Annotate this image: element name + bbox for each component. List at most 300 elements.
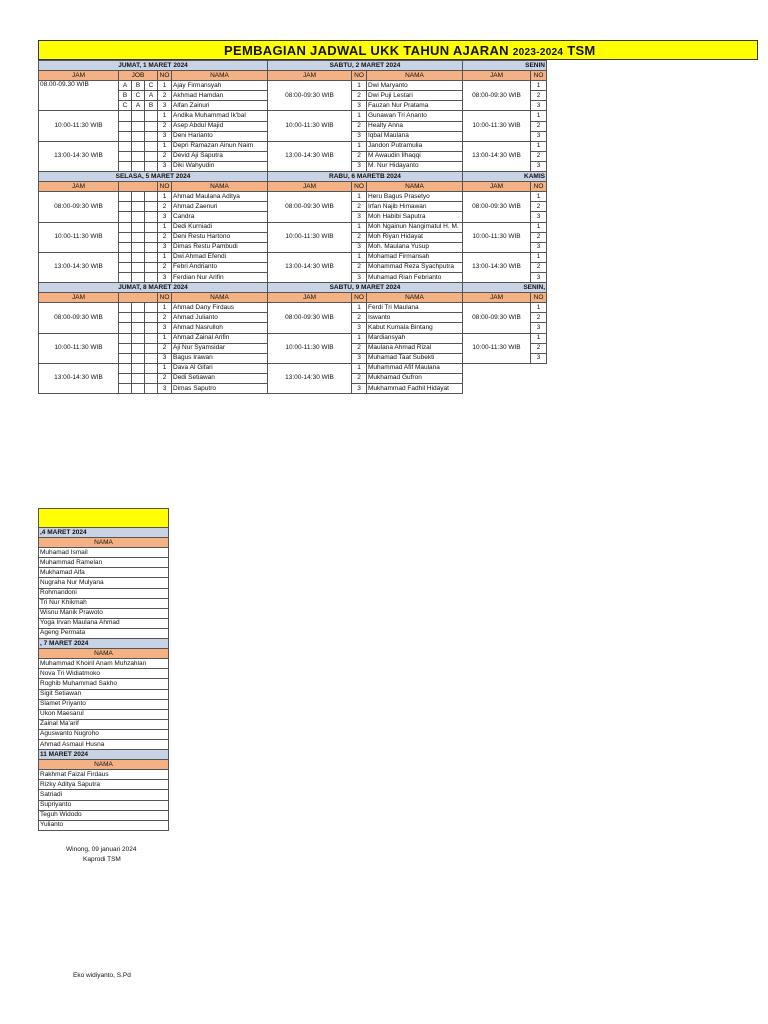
name-cell: Maulana Ahmad Rizal bbox=[367, 343, 463, 353]
name-cell: Deni Harianto bbox=[172, 131, 268, 141]
table-row bbox=[39, 618, 169, 628]
job-cell bbox=[145, 373, 158, 383]
col-jam: JAM bbox=[463, 182, 531, 192]
no-cell: 1 bbox=[352, 192, 367, 202]
col-no: NO bbox=[352, 182, 367, 192]
column-header-row bbox=[39, 649, 169, 659]
job-cell bbox=[119, 303, 132, 313]
name-cell: Aguswanto Nugroho bbox=[39, 729, 169, 739]
table-row bbox=[39, 141, 547, 151]
name-cell: Mukhamad Alfa bbox=[39, 568, 169, 578]
name-cell: Devid Aji Saputra bbox=[172, 151, 268, 161]
day-header-row bbox=[39, 172, 547, 182]
no-cell: 2 bbox=[158, 343, 172, 353]
time-cell: 13:00-14:30 WIB bbox=[39, 141, 119, 171]
no-cell: 3 bbox=[352, 212, 367, 222]
column-header-row bbox=[39, 71, 547, 81]
job-cell bbox=[132, 131, 145, 141]
name-cell: Ageng Permata bbox=[39, 628, 169, 638]
name-cell: Gunawan Tri Ananto bbox=[367, 111, 463, 121]
table-row bbox=[39, 363, 547, 373]
day-header-row bbox=[39, 639, 169, 649]
job-cell bbox=[132, 272, 145, 282]
name-cell: Dedi Setiawan bbox=[172, 373, 268, 383]
day-header-row bbox=[39, 750, 169, 760]
time-cell: 13:00-14:30 WIB bbox=[463, 252, 531, 282]
name-cell: Healty Anna bbox=[367, 121, 463, 131]
no-cell: 1 bbox=[352, 81, 367, 91]
name-cell: Zainal Ma'arif bbox=[39, 719, 169, 729]
name-cell: Dwi Maryanto bbox=[367, 81, 463, 91]
job-cell bbox=[145, 333, 158, 343]
job-cell bbox=[132, 262, 145, 272]
signature-name: Eko widiyanto, S.Pd bbox=[73, 972, 131, 979]
no-cell: 2 bbox=[531, 232, 547, 242]
job-cell bbox=[145, 141, 158, 151]
job-cell bbox=[119, 151, 132, 161]
time-cell: 08:00-09:30 WIB bbox=[39, 192, 119, 222]
job-cell bbox=[145, 161, 158, 171]
table-row bbox=[39, 699, 169, 709]
no-cell: 3 bbox=[531, 161, 547, 171]
column-header-row bbox=[39, 293, 547, 303]
name-cell: Moh Habibi Saputra bbox=[367, 212, 463, 222]
table-row bbox=[39, 192, 547, 202]
table-row bbox=[39, 252, 547, 262]
col-jam: JAM bbox=[463, 293, 531, 303]
col-nama: NAMA bbox=[367, 293, 463, 303]
name-cell: Moh Ngainun Nangimatul H. M. bbox=[367, 222, 463, 232]
col-nama: NAMA bbox=[39, 649, 169, 659]
table-row bbox=[39, 739, 169, 749]
job-cell: A bbox=[132, 101, 145, 111]
day-header-row bbox=[39, 528, 169, 538]
name-cell: Bagus Irawan bbox=[172, 353, 268, 363]
name-cell: Iqbal Maulana bbox=[367, 131, 463, 141]
table-row bbox=[39, 709, 169, 719]
name-cell: Nova Tri Widiatmoko bbox=[39, 669, 169, 679]
day-label: , 7 MARET 2024 bbox=[39, 639, 169, 649]
job-cell bbox=[145, 384, 158, 394]
no-cell: 2 bbox=[352, 121, 367, 131]
table-row bbox=[39, 578, 169, 588]
no-cell: 2 bbox=[158, 91, 172, 101]
time-cell: 10:00-11:30 WIB bbox=[268, 111, 352, 141]
name-cell: M. Nur Hidayanto bbox=[367, 161, 463, 171]
time-cell: 08:00-09:30 WIB bbox=[463, 81, 531, 111]
job-cell bbox=[145, 323, 158, 333]
job-cell bbox=[119, 323, 132, 333]
col-jam: JAM bbox=[268, 182, 352, 192]
table-row bbox=[39, 790, 169, 800]
time-cell: 10:00-11:30 WIB bbox=[463, 111, 531, 141]
day-label: SELASA, 5 MARET 2024 bbox=[39, 172, 268, 182]
job-cell bbox=[119, 252, 132, 262]
col-job-empty bbox=[119, 293, 158, 303]
col-jam: JAM bbox=[463, 71, 531, 81]
no-cell: 3 bbox=[352, 323, 367, 333]
name-cell: Rakhmat Faizal Firdaus bbox=[39, 770, 169, 780]
column-header-row bbox=[39, 538, 169, 548]
no-cell: 1 bbox=[158, 192, 172, 202]
col-no: NO bbox=[531, 71, 547, 81]
no-cell: 2 bbox=[158, 373, 172, 383]
no-cell: 2 bbox=[531, 343, 547, 353]
name-cell: Aji Nur Syamsidar bbox=[172, 343, 268, 353]
job-cell bbox=[145, 242, 158, 252]
name-cell: Dimas Restu Pambudi bbox=[172, 242, 268, 252]
job-cell bbox=[145, 121, 158, 131]
name-cell: Moh. Maulana Yusup bbox=[367, 242, 463, 252]
table-row bbox=[39, 659, 169, 669]
job-cell bbox=[145, 252, 158, 262]
no-cell: 1 bbox=[531, 222, 547, 232]
name-cell: Muhamad Rian Febrianto bbox=[367, 272, 463, 282]
table-row bbox=[39, 81, 547, 91]
name-cell: Ahmad Dany Firdaus bbox=[172, 303, 268, 313]
day-label: 11 MARET 2024 bbox=[39, 750, 169, 760]
job-cell bbox=[119, 121, 132, 131]
no-cell: 1 bbox=[158, 141, 172, 151]
job-cell: C bbox=[145, 81, 158, 91]
no-cell: 1 bbox=[158, 81, 172, 91]
name-cell: Muhamad Ismail bbox=[39, 548, 169, 558]
job-cell bbox=[119, 343, 132, 353]
day-label: RABU, 6 MARETB 2024 bbox=[268, 172, 463, 182]
col-no: NO bbox=[531, 293, 547, 303]
title-year: 2023-2024 bbox=[512, 47, 564, 58]
no-cell: 3 bbox=[352, 101, 367, 111]
day-label: KAMIS bbox=[463, 172, 547, 182]
name-cell: Slamet Priyanto bbox=[39, 699, 169, 709]
no-cell: 1 bbox=[531, 141, 547, 151]
day-label: JUMAT, 8 MARET 2024 bbox=[39, 283, 268, 293]
job-cell bbox=[132, 192, 145, 202]
job-cell bbox=[145, 131, 158, 141]
no-cell: 3 bbox=[352, 242, 367, 252]
no-cell: 1 bbox=[352, 111, 367, 121]
job-cell bbox=[132, 343, 145, 353]
job-cell bbox=[145, 363, 158, 373]
job-cell bbox=[145, 343, 158, 353]
name-cell: Muhammad Khoiril Anam Muhzahlan bbox=[39, 659, 169, 669]
no-cell: 3 bbox=[531, 272, 547, 282]
no-cell: 2 bbox=[531, 262, 547, 272]
no-cell: 3 bbox=[352, 131, 367, 141]
job-cell bbox=[132, 373, 145, 383]
name-cell: Ahmad Asmaul Husna bbox=[39, 739, 169, 749]
title-main: PEMBAGIAN JADWAL UKK TAHUN AJARAN bbox=[224, 43, 509, 58]
time-cell: 08:00-09:30 WIB bbox=[268, 303, 352, 333]
time-cell: 13:00-14:30 WIB bbox=[268, 141, 352, 171]
name-cell: Satriadi bbox=[39, 790, 169, 800]
table-row bbox=[39, 588, 169, 598]
time-cell: 13:00-14:30 WIB bbox=[268, 252, 352, 282]
table-row bbox=[39, 669, 169, 679]
job-cell bbox=[132, 252, 145, 262]
no-cell: 2 bbox=[352, 151, 367, 161]
job-cell: B bbox=[132, 81, 145, 91]
no-cell: 1 bbox=[352, 222, 367, 232]
job-cell bbox=[132, 333, 145, 343]
name-cell: Fauzan Nur Pratama bbox=[367, 101, 463, 111]
table-row bbox=[39, 608, 169, 618]
name-cell: Ahmad Maulana Aditya bbox=[172, 192, 268, 202]
col-no: NO bbox=[158, 293, 172, 303]
name-cell: Sigit Setiawan bbox=[39, 689, 169, 699]
col-job: JOB bbox=[119, 71, 158, 81]
job-cell: C bbox=[119, 101, 132, 111]
table-row bbox=[39, 628, 169, 638]
job-cell bbox=[119, 262, 132, 272]
empty-cell bbox=[463, 363, 547, 393]
col-nama: NAMA bbox=[367, 182, 463, 192]
table-row bbox=[39, 689, 169, 699]
name-cell: Jandon Putramulia bbox=[367, 141, 463, 151]
no-cell: 1 bbox=[352, 303, 367, 313]
no-cell: 1 bbox=[531, 111, 547, 121]
no-cell: 3 bbox=[531, 101, 547, 111]
job-cell bbox=[145, 111, 158, 121]
no-cell: 3 bbox=[531, 323, 547, 333]
name-cell: Dedi Kurniadi bbox=[172, 222, 268, 232]
no-cell: 3 bbox=[158, 131, 172, 141]
no-cell: 2 bbox=[352, 262, 367, 272]
no-cell: 2 bbox=[158, 121, 172, 131]
no-cell: 3 bbox=[158, 323, 172, 333]
job-cell bbox=[132, 212, 145, 222]
name-cell: M Awaudin Ilhaqqi bbox=[367, 151, 463, 161]
name-cell: Kabut Kumala Bintang bbox=[367, 323, 463, 333]
name-cell: Febri Andrianto bbox=[172, 262, 268, 272]
name-cell: Ahmad Julianto bbox=[172, 313, 268, 323]
job-cell bbox=[119, 373, 132, 383]
table-row bbox=[39, 558, 169, 568]
name-cell: Teguh Widodo bbox=[39, 810, 169, 820]
job-cell bbox=[132, 242, 145, 252]
job-cell bbox=[132, 151, 145, 161]
column-header-row bbox=[39, 760, 169, 770]
table-row bbox=[39, 800, 169, 810]
job-cell bbox=[132, 353, 145, 363]
time-cell: 10:00-11:30 WIB bbox=[268, 333, 352, 363]
name-cell: Iswanto bbox=[367, 313, 463, 323]
no-cell: 1 bbox=[352, 363, 367, 373]
time-cell: 10:00-11:30 WIB bbox=[39, 222, 119, 252]
table-row bbox=[39, 111, 547, 121]
job-cell bbox=[132, 141, 145, 151]
time-cell: 13:00-14:30 WIB bbox=[268, 363, 352, 393]
time-cell: 10:00-11:30 WIB bbox=[463, 333, 531, 363]
job-cell: B bbox=[145, 101, 158, 111]
job-cell: A bbox=[119, 81, 132, 91]
name-cell: Candra bbox=[172, 212, 268, 222]
time-cell: 08.00-09.30 WIB bbox=[39, 81, 119, 111]
name-cell: Diki Wahyudin bbox=[172, 161, 268, 171]
no-cell: 3 bbox=[158, 353, 172, 363]
job-cell bbox=[132, 222, 145, 232]
no-cell: 3 bbox=[158, 212, 172, 222]
job-cell bbox=[119, 192, 132, 202]
job-cell: C bbox=[132, 91, 145, 101]
day-header-row bbox=[39, 61, 547, 71]
no-cell: 3 bbox=[158, 101, 172, 111]
title-dept: TSM bbox=[567, 43, 596, 58]
no-cell: 1 bbox=[531, 252, 547, 262]
schedule-table bbox=[38, 60, 547, 394]
no-cell: 2 bbox=[352, 91, 367, 101]
no-cell: 1 bbox=[158, 111, 172, 121]
job-cell bbox=[145, 222, 158, 232]
job-cell bbox=[145, 192, 158, 202]
time-cell: 08:00-09:30 WIB bbox=[268, 81, 352, 111]
name-cell: Ahmad Zaenuri bbox=[172, 202, 268, 212]
no-cell: 1 bbox=[531, 81, 547, 91]
no-cell: 3 bbox=[352, 353, 367, 363]
table-row bbox=[39, 719, 169, 729]
job-cell bbox=[119, 353, 132, 363]
no-cell: 2 bbox=[531, 151, 547, 161]
job-cell bbox=[119, 141, 132, 151]
no-cell: 1 bbox=[531, 303, 547, 313]
job-cell: B bbox=[119, 91, 132, 101]
job-cell bbox=[145, 313, 158, 323]
job-cell: A bbox=[145, 91, 158, 101]
col-nama: NAMA bbox=[172, 182, 268, 192]
time-cell: 08:00-09:30 WIB bbox=[463, 192, 531, 222]
job-cell bbox=[145, 262, 158, 272]
name-cell: Dimas Saputro bbox=[172, 384, 268, 394]
no-cell: 3 bbox=[531, 353, 547, 363]
job-cell bbox=[132, 202, 145, 212]
day-header-row bbox=[39, 283, 547, 293]
name-cell: Roghib Muhammad Sakho bbox=[39, 679, 169, 689]
col-jam: JAM bbox=[268, 293, 352, 303]
time-cell: 10:00-11:30 WIB bbox=[39, 111, 119, 141]
time-cell: 13:00-14:30 WIB bbox=[39, 252, 119, 282]
no-cell: 3 bbox=[158, 384, 172, 394]
name-cell: Moh Riyan Hidayat bbox=[367, 232, 463, 242]
col-no: NO bbox=[352, 71, 367, 81]
job-cell bbox=[119, 333, 132, 343]
no-cell: 3 bbox=[158, 272, 172, 282]
signature-role: Kaprodi TSM bbox=[83, 856, 121, 863]
table-row bbox=[39, 729, 169, 739]
job-cell bbox=[119, 242, 132, 252]
no-cell: 3 bbox=[352, 161, 367, 171]
title-bar bbox=[38, 40, 758, 60]
col-job-empty bbox=[119, 182, 158, 192]
col-nama: NAMA bbox=[172, 293, 268, 303]
name-cell: Yoga Irvan Maulana Ahmad bbox=[39, 618, 169, 628]
time-cell: 13:00-14:30 WIB bbox=[463, 141, 531, 171]
no-cell: 1 bbox=[352, 252, 367, 262]
table-row bbox=[39, 780, 169, 790]
day-label: JUMAT, 1 MARET 2024 bbox=[39, 61, 268, 71]
col-jam: JAM bbox=[39, 293, 119, 303]
name-cell: Irfan Najib Himawan bbox=[367, 202, 463, 212]
no-cell: 3 bbox=[531, 212, 547, 222]
no-cell: 1 bbox=[158, 222, 172, 232]
col-nama: NAMA bbox=[39, 538, 169, 548]
no-cell: 1 bbox=[158, 252, 172, 262]
name-cell: Muhammad Afif Maulana bbox=[367, 363, 463, 373]
no-cell: 2 bbox=[352, 202, 367, 212]
job-cell bbox=[132, 161, 145, 171]
column-header-row bbox=[39, 182, 547, 192]
job-cell bbox=[145, 272, 158, 282]
no-cell: 2 bbox=[352, 373, 367, 383]
no-cell: 1 bbox=[158, 363, 172, 373]
no-cell: 1 bbox=[158, 333, 172, 343]
name-cell: Dwi Ahmad Efendi bbox=[172, 252, 268, 262]
name-cell: Mohamad Firmansah bbox=[367, 252, 463, 262]
name-cell: Rohmandoni bbox=[39, 588, 169, 598]
name-cell: Tri Nur Khikmah bbox=[39, 598, 169, 608]
table-row bbox=[39, 303, 547, 313]
time-cell: 10:00-11:30 WIB bbox=[463, 222, 531, 252]
name-cell: Alfan Zainuri bbox=[172, 101, 268, 111]
no-cell: 3 bbox=[531, 242, 547, 252]
table-row bbox=[39, 820, 169, 830]
no-cell: 3 bbox=[352, 272, 367, 282]
name-cell: Muhamad Taat Subekti bbox=[367, 353, 463, 363]
no-cell: 1 bbox=[352, 333, 367, 343]
job-cell bbox=[132, 313, 145, 323]
yellow-header-row bbox=[39, 509, 169, 528]
day-label: SABTU, 2 MARET 2024 bbox=[268, 61, 463, 71]
table-row bbox=[39, 568, 169, 578]
name-cell: Deni Restu Hartono bbox=[172, 232, 268, 242]
day-label: SENIN bbox=[463, 61, 547, 71]
table-row bbox=[39, 598, 169, 608]
job-cell bbox=[132, 111, 145, 121]
no-cell: 1 bbox=[352, 141, 367, 151]
no-cell: 2 bbox=[158, 151, 172, 161]
name-cell: Wisnu Manik Prawoto bbox=[39, 608, 169, 618]
name-cell: Muhammad Ramelan bbox=[39, 558, 169, 568]
job-cell bbox=[119, 384, 132, 394]
no-cell: 2 bbox=[352, 343, 367, 353]
job-cell bbox=[145, 212, 158, 222]
col-no: NO bbox=[531, 182, 547, 192]
yellow-header bbox=[39, 509, 169, 528]
name-cell: Rizky Aditya Saputra bbox=[39, 780, 169, 790]
no-cell: 2 bbox=[531, 313, 547, 323]
day-label: SABTU, 9 MARET 2024 bbox=[268, 283, 463, 293]
job-cell bbox=[119, 222, 132, 232]
name-cell: Ajay Firmansyah bbox=[172, 81, 268, 91]
job-cell bbox=[119, 111, 132, 121]
table-row bbox=[39, 810, 169, 820]
name-cell: Yulianto bbox=[39, 820, 169, 830]
name-cell: Andika Muhammad Ik'bal bbox=[172, 111, 268, 121]
name-cell: Mardiansyah bbox=[367, 333, 463, 343]
schedule-table-container bbox=[38, 60, 547, 394]
name-cell: Ferdi Tri Maulana bbox=[367, 303, 463, 313]
table-row bbox=[39, 548, 169, 558]
no-cell: 3 bbox=[158, 242, 172, 252]
page-title bbox=[224, 43, 596, 58]
job-cell bbox=[119, 212, 132, 222]
job-cell bbox=[145, 202, 158, 212]
job-cell bbox=[119, 202, 132, 212]
job-cell bbox=[145, 151, 158, 161]
time-cell: 10:00-11:30 WIB bbox=[268, 222, 352, 252]
day-label: ,4 MARET 2024 bbox=[39, 528, 169, 538]
job-cell bbox=[145, 232, 158, 242]
col-no: NO bbox=[352, 293, 367, 303]
